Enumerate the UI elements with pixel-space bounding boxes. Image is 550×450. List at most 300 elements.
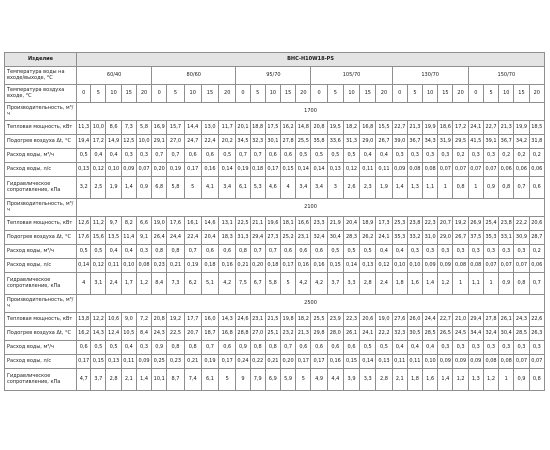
- data-cell: 0,6: [77, 341, 91, 355]
- data-cell: 13,8: [77, 313, 91, 327]
- data-cell: 32,4: [483, 327, 498, 341]
- data-cell: 0,11: [407, 355, 422, 369]
- data-cell: 12,5: [121, 135, 136, 149]
- air-temp-cell: 20: [376, 85, 392, 103]
- data-cell: 20,6: [529, 217, 544, 231]
- data-cell: 5: [219, 369, 236, 391]
- data-cell: 10,6: [106, 313, 121, 327]
- data-cell: 0,4: [360, 149, 376, 163]
- model-name: BHC-H10W18-PS: [77, 53, 545, 67]
- data-cell: 27,0: [167, 135, 184, 149]
- data-cell: 39,1: [483, 135, 498, 149]
- data-cell: 26,7: [453, 231, 468, 245]
- data-cell: 17,2: [453, 121, 468, 135]
- data-cell: 0,3: [483, 341, 498, 355]
- data-cell: 0,4: [407, 341, 422, 355]
- data-cell: 1,1: [423, 177, 438, 199]
- data-cell: 33,6: [327, 135, 343, 149]
- data-cell: 20,4: [201, 231, 218, 245]
- data-cell: 0,8: [453, 177, 468, 199]
- data-cell: 0,09: [438, 355, 453, 369]
- data-cell: 20,4: [343, 217, 359, 231]
- data-cell: 0,5: [311, 149, 327, 163]
- air-temp-cell: 15: [514, 85, 529, 103]
- water-temp-row: [5, 67, 545, 85]
- data-cell: 0,4: [376, 149, 392, 163]
- row-label: Подогрев воздуха Δt, °С: [5, 231, 77, 245]
- data-cell: 21,9: [327, 217, 343, 231]
- data-cell: 27,8: [483, 313, 498, 327]
- data-cell: 2,3: [360, 177, 376, 199]
- data-cell: 0,17: [77, 355, 91, 369]
- data-cell: 0,17: [296, 355, 311, 369]
- data-cell: 20,8: [311, 121, 327, 135]
- data-cell: 19,9: [423, 121, 438, 135]
- data-cell: 0,5: [106, 341, 121, 355]
- data-cell: 1: [453, 273, 468, 295]
- data-cell: 1,8: [407, 369, 422, 391]
- data-cell: 0,09: [468, 355, 483, 369]
- data-cell: 0,19: [184, 259, 201, 273]
- data-cell: 0,8: [236, 245, 250, 259]
- data-cell: 22,4: [201, 135, 218, 149]
- data-cell: 21,3: [296, 327, 311, 341]
- data-cell: 0,8: [250, 341, 265, 355]
- airflow-row: [5, 295, 545, 313]
- data-cell: 6,8: [152, 177, 167, 199]
- data-cell: 14,6: [201, 217, 218, 231]
- data-cell: 0,08: [136, 259, 151, 273]
- air-temp-cell: 15: [281, 85, 296, 103]
- data-cell: 28,3: [343, 231, 359, 245]
- data-cell: 3,3: [360, 369, 376, 391]
- data-cell: 9,1: [136, 231, 151, 245]
- data-cell: 10,0: [136, 135, 151, 149]
- data-cell: 16,6: [296, 217, 311, 231]
- data-cell: 10,5: [121, 327, 136, 341]
- data-cell: 6,9: [265, 369, 280, 391]
- data-cell: 23,8: [499, 217, 514, 231]
- data-cell: 2,8: [360, 273, 376, 295]
- data-cell: 26,7: [376, 135, 392, 149]
- data-cell: 17,7: [184, 313, 201, 327]
- data-cell: 0,6: [219, 245, 236, 259]
- data-cell: 0,5: [77, 245, 91, 259]
- data-cell: 0,23: [167, 355, 184, 369]
- data-cell: 34,5: [236, 135, 250, 149]
- data-cell: 9,7: [106, 217, 121, 231]
- air-temp-cell: 20: [453, 85, 468, 103]
- data-cell: 25,1: [265, 327, 280, 341]
- data-cell: 18,1: [281, 217, 296, 231]
- air-temp-cell: 5: [327, 85, 343, 103]
- data-cell: 0,6: [296, 245, 311, 259]
- data-cell: 1,9: [376, 177, 392, 199]
- air-temp-cell: 10: [184, 85, 201, 103]
- data-cell: 17,6: [77, 231, 91, 245]
- data-cell: 0,7: [250, 149, 265, 163]
- data-cell: 0,06: [529, 163, 544, 177]
- data-cell: 20,1: [236, 121, 250, 135]
- data-cell: 7,9: [250, 369, 265, 391]
- data-cell: 1,4: [438, 369, 453, 391]
- data-cell: 27,8: [281, 135, 296, 149]
- data-cell: 12,6: [77, 217, 91, 231]
- data-cell: 26,3: [529, 327, 544, 341]
- data-cell: 25,4: [483, 217, 498, 231]
- water-flow-ls-row: [5, 259, 545, 273]
- data-cell: 0,21: [265, 355, 280, 369]
- data-cell: 5,3: [250, 177, 265, 199]
- data-cell: 0,3: [453, 245, 468, 259]
- data-cell: 6,7: [250, 273, 265, 295]
- data-cell: 0,6: [281, 245, 296, 259]
- data-cell: 0,5: [77, 149, 91, 163]
- data-cell: 11,7: [219, 121, 236, 135]
- data-cell: 36,7: [407, 135, 422, 149]
- spec-table: [4, 52, 545, 391]
- data-cell: 30,1: [265, 135, 280, 149]
- airflow-label: Производительность, м³/ч: [5, 199, 77, 217]
- data-cell: 3,7: [91, 369, 106, 391]
- data-cell: 0,3: [136, 245, 151, 259]
- data-cell: 0,14: [296, 163, 311, 177]
- air-temp-cell: 20: [219, 85, 236, 103]
- data-cell: 28,7: [529, 231, 544, 245]
- data-cell: 16,2: [77, 327, 91, 341]
- air-temp-cell: 0: [392, 85, 407, 103]
- data-cell: 36,7: [499, 135, 514, 149]
- data-cell: 1,6: [407, 273, 422, 295]
- air-temp-cell: 0: [236, 85, 250, 103]
- data-cell: 22,2: [514, 217, 529, 231]
- data-cell: 0,10: [407, 259, 422, 273]
- data-cell: 0,8: [152, 245, 167, 259]
- data-cell: 0,20: [250, 259, 265, 273]
- data-cell: 0,5: [343, 245, 359, 259]
- data-cell: 21,1: [250, 217, 265, 231]
- data-cell: 24,4: [167, 231, 184, 245]
- data-cell: 33,2: [407, 231, 422, 245]
- data-cell: 39,0: [392, 135, 407, 149]
- data-cell: 21,3: [407, 121, 422, 135]
- data-cell: 2,8: [376, 369, 392, 391]
- data-cell: 0,10: [121, 259, 136, 273]
- water-flow-m3h-row: [5, 245, 545, 259]
- data-cell: 0,7: [236, 149, 250, 163]
- spec-table-body: [5, 53, 545, 391]
- data-cell: 16,8: [219, 327, 236, 341]
- air-temp-cell: 0: [311, 85, 327, 103]
- airflow-value: 2100: [77, 199, 545, 217]
- data-cell: 0,12: [91, 163, 106, 177]
- data-cell: 5,9: [281, 369, 296, 391]
- air-temp-cell: 5: [483, 85, 498, 103]
- data-cell: 20,8: [152, 313, 167, 327]
- data-cell: 0,08: [468, 259, 483, 273]
- air-temp-cell: 5: [407, 85, 422, 103]
- data-cell: 28,5: [423, 327, 438, 341]
- row-label: Тепловая мощность, кВт: [5, 121, 77, 135]
- data-cell: 19,9: [514, 121, 529, 135]
- data-cell: 0,20: [152, 163, 167, 177]
- data-cell: 7,5: [236, 273, 250, 295]
- data-cell: 8,4: [136, 327, 151, 341]
- data-cell: 4,6: [265, 177, 280, 199]
- data-cell: 21,3: [499, 121, 514, 135]
- data-cell: 25,2: [281, 231, 296, 245]
- data-cell: 3,9: [343, 369, 359, 391]
- data-cell: 0,5: [219, 149, 236, 163]
- data-cell: 0,19: [201, 355, 218, 369]
- data-cell: 0,07: [136, 163, 151, 177]
- airflow-label: Производительность, м³/ч: [5, 295, 77, 313]
- data-cell: 1,2: [438, 273, 453, 295]
- data-cell: 16,1: [184, 217, 201, 231]
- water-temp-cell: 60/40: [77, 67, 152, 85]
- data-cell: 14,3: [91, 327, 106, 341]
- data-cell: 0,4: [423, 341, 438, 355]
- data-cell: 0,09: [453, 355, 468, 369]
- data-cell: 23,3: [311, 217, 327, 231]
- airflow-label: Производительность, м³/ч: [5, 103, 77, 121]
- data-cell: 17,2: [91, 135, 106, 149]
- data-cell: 29,0: [360, 135, 376, 149]
- data-cell: 0,8: [529, 369, 544, 391]
- data-cell: 0,3: [529, 341, 544, 355]
- data-cell: 18,2: [343, 121, 359, 135]
- water-temp-cell: 105/70: [311, 67, 392, 85]
- heat-power-row: [5, 217, 545, 231]
- data-cell: 14,4: [184, 121, 201, 135]
- data-cell: 0,3: [136, 341, 151, 355]
- data-cell: 24,4: [423, 313, 438, 327]
- data-cell: 0,2: [529, 245, 544, 259]
- data-cell: 0,22: [250, 355, 265, 369]
- data-cell: 31,0: [423, 231, 438, 245]
- data-cell: 0,11: [121, 355, 136, 369]
- data-cell: 3,3: [343, 273, 359, 295]
- data-cell: 1,2: [453, 369, 468, 391]
- data-cell: 0,6: [296, 341, 311, 355]
- data-cell: 22,7: [483, 121, 498, 135]
- data-cell: 7,4: [184, 369, 201, 391]
- data-cell: 19,5: [327, 121, 343, 135]
- data-cell: 31,9: [438, 135, 453, 149]
- data-cell: 21,5: [265, 313, 280, 327]
- air-temp-cell: 15: [121, 85, 136, 103]
- data-cell: 5,8: [265, 273, 280, 295]
- data-cell: 18,6: [438, 121, 453, 135]
- data-cell: 0,7: [265, 245, 280, 259]
- data-cell: 0,8: [265, 341, 280, 355]
- data-cell: 5: [281, 273, 296, 295]
- data-cell: 0,3: [438, 341, 453, 355]
- data-cell: 0,2: [499, 149, 514, 163]
- data-cell: 0,3: [121, 149, 136, 163]
- heat-power-row: [5, 121, 545, 135]
- data-cell: 22,5: [167, 327, 184, 341]
- data-cell: 19,2: [167, 313, 184, 327]
- data-cell: 0,9: [499, 273, 514, 295]
- data-cell: 16,2: [281, 121, 296, 135]
- data-cell: 24,3: [152, 327, 167, 341]
- data-cell: 26,4: [152, 231, 167, 245]
- data-cell: 0,21: [184, 355, 201, 369]
- data-cell: 34,2: [514, 135, 529, 149]
- data-cell: 3,1: [91, 273, 106, 295]
- row-label: Гидравлическое сопротивление, кПа: [5, 369, 77, 391]
- data-cell: 26,1: [343, 327, 359, 341]
- row-label: Подогрев воздуха Δt, °С: [5, 327, 77, 341]
- data-cell: 18,3: [219, 231, 236, 245]
- air-temp-cell: 10: [106, 85, 121, 103]
- data-cell: 0,7: [201, 341, 218, 355]
- data-cell: 0,5: [91, 341, 106, 355]
- data-cell: 1,3: [407, 177, 422, 199]
- data-cell: 0,3: [423, 149, 438, 163]
- data-cell: 2,8: [106, 369, 121, 391]
- data-cell: 0,17: [184, 163, 201, 177]
- data-cell: 1,6: [423, 369, 438, 391]
- data-cell: 0,7: [152, 149, 167, 163]
- data-cell: 0,11: [376, 163, 392, 177]
- data-cell: 35,3: [392, 231, 407, 245]
- data-cell: 26,9: [468, 217, 483, 231]
- data-cell: 23,9: [327, 313, 343, 327]
- data-cell: 2,6: [343, 177, 359, 199]
- data-cell: 0,2: [514, 149, 529, 163]
- data-cell: 0,6: [184, 149, 201, 163]
- data-cell: 0,16: [219, 259, 236, 273]
- data-cell: 0,2: [453, 149, 468, 163]
- data-cell: 0,15: [327, 259, 343, 273]
- data-cell: 26,0: [407, 313, 422, 327]
- data-cell: 0,3: [499, 245, 514, 259]
- data-cell: 5,8: [136, 121, 151, 135]
- data-cell: 28,8: [236, 327, 250, 341]
- air-temp-cell: 0: [77, 85, 91, 103]
- air-temp-cell: 0: [152, 85, 167, 103]
- data-cell: 0,17: [219, 355, 236, 369]
- data-cell: 0,6: [529, 177, 544, 199]
- air-temp-cell: 15: [201, 85, 218, 103]
- data-cell: 23,1: [296, 231, 311, 245]
- data-cell: 7,3: [167, 273, 184, 295]
- data-cell: 0,12: [91, 259, 106, 273]
- data-cell: 2,1: [121, 369, 136, 391]
- data-cell: 2,4: [106, 273, 121, 295]
- water-flow-m3h-row: [5, 149, 545, 163]
- data-cell: 13,0: [201, 121, 218, 135]
- data-cell: 0,10: [423, 355, 438, 369]
- data-cell: 24,7: [184, 135, 201, 149]
- data-cell: 0,9: [483, 177, 498, 199]
- data-cell: 5: [184, 177, 201, 199]
- data-cell: 0,2: [529, 149, 544, 163]
- data-cell: 28,5: [514, 327, 529, 341]
- row-label: Расход воды, м³/ч: [5, 341, 77, 355]
- data-cell: 15,5: [376, 121, 392, 135]
- data-cell: 1: [468, 177, 483, 199]
- spec-table-wrapper: [4, 52, 545, 391]
- data-cell: 0,4: [392, 341, 407, 355]
- water-temp-cell: 80/60: [152, 67, 236, 85]
- data-cell: 0,3: [392, 149, 407, 163]
- data-cell: 0,09: [392, 163, 407, 177]
- data-cell: 41,5: [468, 135, 483, 149]
- air-temp-cell: 5: [167, 85, 184, 103]
- data-cell: 16,0: [201, 313, 218, 327]
- data-cell: 0,08: [483, 355, 498, 369]
- data-cell: 0,8: [499, 177, 514, 199]
- data-cell: 0,8: [514, 273, 529, 295]
- data-cell: 0,18: [250, 163, 265, 177]
- data-cell: 3,2: [77, 177, 91, 199]
- data-cell: 0,17: [265, 163, 280, 177]
- data-cell: 1: [483, 273, 498, 295]
- data-cell: 17,6: [167, 217, 184, 231]
- data-cell: 0,6: [311, 245, 327, 259]
- data-cell: 0,16: [327, 355, 343, 369]
- data-cell: 7,2: [136, 313, 151, 327]
- data-cell: 31,3: [343, 135, 359, 149]
- data-cell: 24,1: [360, 327, 376, 341]
- data-cell: 4: [281, 177, 296, 199]
- data-cell: 24,3: [514, 313, 529, 327]
- data-cell: 15,6: [91, 231, 106, 245]
- data-cell: 18,2: [296, 313, 311, 327]
- data-cell: 14,9: [106, 135, 121, 149]
- data-cell: 0,21: [167, 259, 184, 273]
- data-cell: 0,3: [407, 245, 422, 259]
- air-temp-cell: 5: [250, 85, 265, 103]
- water-temp-cell: 95/70: [236, 67, 311, 85]
- data-cell: 6,6: [136, 217, 151, 231]
- data-cell: 1: [438, 177, 453, 199]
- row-label: Расход воды, м³/ч: [5, 149, 77, 163]
- data-cell: 3: [327, 177, 343, 199]
- data-cell: 0,14: [77, 259, 91, 273]
- data-cell: 0,25: [152, 355, 167, 369]
- data-cell: 0,5: [360, 341, 376, 355]
- data-cell: 3,4: [296, 177, 311, 199]
- data-cell: 0,3: [453, 341, 468, 355]
- data-cell: 0,3: [136, 149, 151, 163]
- row-label: Расход воды, л/с: [5, 355, 77, 369]
- data-cell: 19,4: [77, 135, 91, 149]
- data-cell: 4,2: [311, 273, 327, 295]
- data-cell: 4,7: [77, 369, 91, 391]
- data-cell: 25,5: [296, 135, 311, 149]
- data-cell: 0,6: [343, 341, 359, 355]
- data-cell: 12,4: [106, 327, 121, 341]
- data-cell: 10,0: [91, 121, 106, 135]
- data-cell: 0,4: [392, 245, 407, 259]
- data-cell: 0,13: [360, 259, 376, 273]
- data-cell: 1,3: [468, 369, 483, 391]
- data-cell: 0,10: [392, 259, 407, 273]
- data-cell: 0,07: [483, 163, 498, 177]
- data-cell: 9: [236, 369, 250, 391]
- data-cell: 0,19: [236, 163, 250, 177]
- data-cell: 0,15: [91, 355, 106, 369]
- data-cell: 0,16: [201, 163, 218, 177]
- data-cell: 4,4: [327, 369, 343, 391]
- data-cell: 3,4: [311, 177, 327, 199]
- hydraulic-resistance-row: [5, 177, 545, 199]
- data-cell: 24,6: [236, 313, 250, 327]
